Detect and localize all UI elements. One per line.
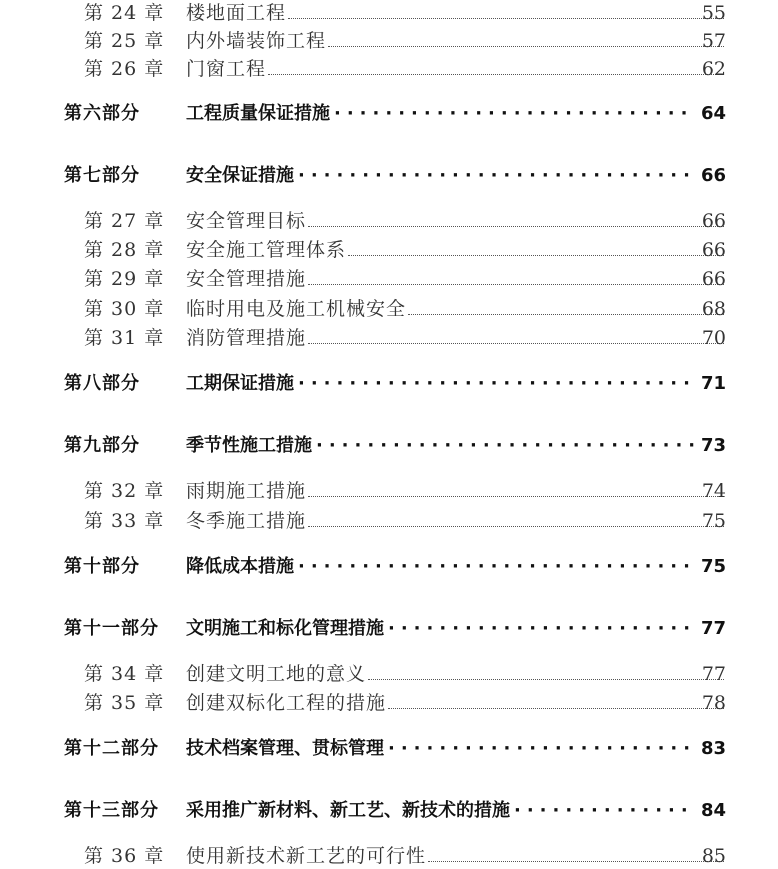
- page-number: 57: [701, 30, 726, 52]
- toc-chapter-row[interactable]: [0, 325, 778, 351]
- toc-chapter-row[interactable]: [0, 478, 778, 504]
- toc-part-row[interactable]: [0, 162, 778, 190]
- toc-chapter-row[interactable]: [0, 28, 778, 54]
- toc-chapter-row[interactable]: [0, 266, 778, 292]
- chapter-number: 第 28 章: [84, 239, 165, 261]
- toc-part-row[interactable]: [0, 553, 778, 581]
- part-title: 安全保证措施: [186, 165, 294, 186]
- dot-leader: [388, 735, 694, 763]
- part-title-wrap: [186, 735, 694, 763]
- dot-leader: [316, 432, 694, 460]
- dot-leader: [348, 254, 724, 256]
- page-number: 75: [701, 510, 726, 532]
- page-number: 85: [701, 845, 726, 867]
- page-number: 68: [701, 298, 726, 320]
- page-number: 66: [701, 239, 726, 261]
- dot-leader: [308, 495, 724, 497]
- part-number: 第十三部分: [64, 800, 159, 821]
- part-number: 第十一部分: [64, 618, 159, 639]
- part-number: 第八部分: [64, 373, 140, 394]
- part-title-wrap: [186, 615, 694, 643]
- chapter-title-wrap: [186, 661, 726, 687]
- part-title-wrap: [186, 797, 694, 825]
- toc-part-row[interactable]: [0, 370, 778, 398]
- toc-part-row[interactable]: [0, 615, 778, 643]
- dot-leader: [388, 615, 694, 643]
- part-number: 第七部分: [64, 165, 140, 186]
- toc-part-row[interactable]: [0, 100, 778, 128]
- toc-chapter-row[interactable]: [0, 296, 778, 322]
- chapter-title: 门窗工程: [186, 58, 267, 80]
- chapter-title: 使用新技术新工艺的可行性: [186, 845, 427, 867]
- chapter-number: 第 34 章: [84, 663, 165, 685]
- chapter-title-wrap: [186, 843, 726, 869]
- toc-chapter-row[interactable]: [0, 661, 778, 687]
- dot-leader: [308, 342, 724, 344]
- chapter-title: 楼地面工程: [186, 2, 287, 24]
- dot-leader: [388, 707, 724, 709]
- part-title: 工期保证措施: [186, 373, 294, 394]
- toc-part-row[interactable]: [0, 735, 778, 763]
- page-number: 55: [701, 2, 726, 24]
- page-number: 70: [701, 327, 726, 349]
- page-number: 77: [700, 618, 726, 639]
- dot-leader: [298, 370, 694, 398]
- chapter-number: 第 35 章: [84, 692, 165, 714]
- dot-leader: [368, 678, 724, 680]
- chapter-title-wrap: [186, 0, 726, 26]
- page-number: 64: [700, 103, 726, 124]
- dot-leader: [334, 100, 694, 128]
- chapter-number: 第 36 章: [84, 845, 165, 867]
- chapter-number: 第 31 章: [84, 327, 165, 349]
- page-number: 78: [701, 692, 726, 714]
- toc-chapter-row[interactable]: [0, 690, 778, 716]
- toc-chapter-row[interactable]: [0, 0, 778, 26]
- chapter-number: 第 30 章: [84, 298, 165, 320]
- chapter-number: 第 29 章: [84, 268, 165, 290]
- dot-leader: [298, 553, 694, 581]
- part-title-wrap: [186, 100, 694, 128]
- dot-leader: [328, 45, 724, 47]
- chapter-number: 第 32 章: [84, 480, 165, 502]
- chapter-title: 创建双标化工程的措施: [186, 692, 387, 714]
- chapter-title: 冬季施工措施: [186, 510, 307, 532]
- page-number: 62: [701, 58, 726, 80]
- dot-leader: [298, 162, 694, 190]
- part-title: 季节性施工措施: [186, 435, 312, 456]
- part-number: 第九部分: [64, 435, 140, 456]
- chapter-title-wrap: [186, 478, 726, 504]
- toc-part-row[interactable]: [0, 797, 778, 825]
- page-number: 77: [701, 663, 726, 685]
- page-number: 83: [700, 738, 726, 759]
- dot-leader: [514, 797, 694, 825]
- part-number: 第六部分: [64, 103, 140, 124]
- chapter-number: 第 24 章: [84, 2, 165, 24]
- dot-leader: [428, 860, 724, 862]
- page-number: 75: [700, 556, 726, 577]
- part-title-wrap: [186, 162, 694, 190]
- part-title: 工程质量保证措施: [186, 103, 330, 124]
- page-number: 71: [700, 373, 726, 394]
- chapter-number: 第 25 章: [84, 30, 165, 52]
- part-title: 技术档案管理、贯标管理: [186, 738, 384, 759]
- chapter-title-wrap: [186, 56, 726, 82]
- chapter-title: 安全管理措施: [186, 268, 307, 290]
- part-title-wrap: [186, 370, 694, 398]
- dot-leader: [308, 283, 724, 285]
- chapter-title: 雨期施工措施: [186, 480, 307, 502]
- toc-chapter-row[interactable]: [0, 843, 778, 869]
- dot-leader: [288, 17, 724, 19]
- toc-chapter-row[interactable]: [0, 56, 778, 82]
- dot-leader: [308, 525, 724, 527]
- part-title: 采用推广新材料、新工艺、新技术的措施: [186, 800, 510, 821]
- toc-chapter-row[interactable]: [0, 237, 778, 263]
- page-number: 84: [700, 800, 726, 821]
- chapter-title-wrap: [186, 508, 726, 534]
- chapter-title-wrap: [186, 237, 726, 263]
- dot-leader: [268, 73, 724, 75]
- page-number: 73: [700, 435, 726, 456]
- part-title: 文明施工和标化管理措施: [186, 618, 384, 639]
- part-number: 第十二部分: [64, 738, 159, 759]
- chapter-title-wrap: [186, 208, 726, 234]
- chapter-title-wrap: [186, 325, 726, 351]
- chapter-title: 消防管理措施: [186, 327, 307, 349]
- page-number: 74: [701, 480, 726, 502]
- page-number: 66: [701, 210, 726, 232]
- page-number: 66: [701, 268, 726, 290]
- chapter-title: 临时用电及施工机械安全: [186, 298, 407, 320]
- chapter-title: 安全管理目标: [186, 210, 307, 232]
- chapter-number: 第 33 章: [84, 510, 165, 532]
- chapter-title: 内外墙装饰工程: [186, 30, 327, 52]
- part-number: 第十部分: [64, 556, 140, 577]
- page-number: 66: [700, 165, 726, 186]
- toc-chapter-row[interactable]: [0, 208, 778, 234]
- chapter-number: 第 27 章: [84, 210, 165, 232]
- chapter-title-wrap: [186, 690, 726, 716]
- dot-leader: [308, 225, 724, 227]
- chapter-number: 第 26 章: [84, 58, 165, 80]
- chapter-title-wrap: [186, 296, 726, 322]
- part-title: 降低成本措施: [186, 556, 294, 577]
- chapter-title: 安全施工管理体系: [186, 239, 347, 261]
- part-title-wrap: [186, 432, 694, 460]
- chapter-title-wrap: [186, 28, 726, 54]
- toc-part-row[interactable]: [0, 432, 778, 460]
- toc-chapter-row[interactable]: [0, 508, 778, 534]
- dot-leader: [408, 313, 724, 315]
- chapter-title-wrap: [186, 266, 726, 292]
- part-title-wrap: [186, 553, 694, 581]
- chapter-title: 创建文明工地的意义: [186, 663, 367, 685]
